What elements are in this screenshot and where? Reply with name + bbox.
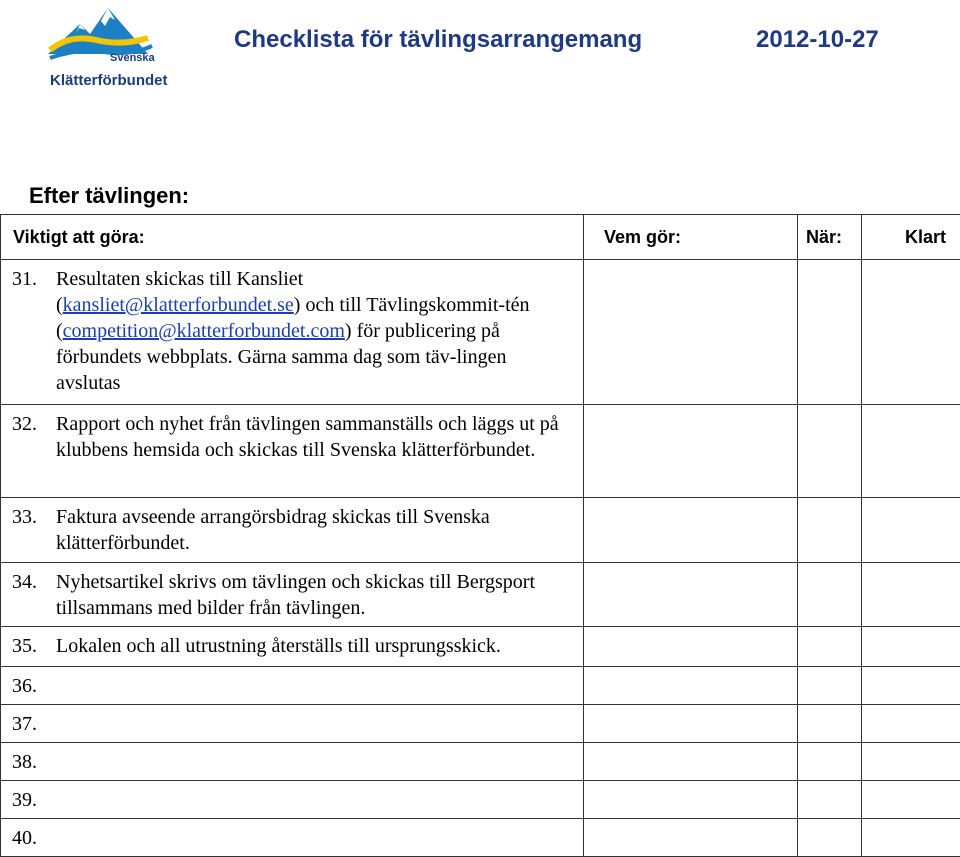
item-text: Nyhetsartikel skrivs om tävlingen och skickas till Bergsport tillsammans med bilder från tävlingen. xyxy=(56,569,583,621)
who-cell[interactable] xyxy=(584,498,798,563)
task-cell xyxy=(1,405,584,498)
when-cell[interactable] xyxy=(798,498,862,563)
item-number: 40. xyxy=(12,825,56,851)
when-column-header xyxy=(798,215,862,260)
table-row xyxy=(1,498,960,563)
task-header-label: Viktigt att göra: xyxy=(1,227,583,248)
item-number: 32. xyxy=(12,411,56,463)
who-header-label: Vem gör: xyxy=(594,227,797,248)
item-text: Faktura avseende arrangörsbidrag skickas till Svenska klätterförbundet. xyxy=(56,504,583,556)
who-cell[interactable] xyxy=(584,743,798,781)
table-row xyxy=(1,667,960,705)
done-header-label: Klart xyxy=(862,227,960,248)
table-row xyxy=(1,781,960,819)
done-cell[interactable] xyxy=(862,627,960,667)
task-cell xyxy=(1,563,584,627)
document-date: 2012-10-27 xyxy=(756,26,879,54)
item-number: 38. xyxy=(12,749,56,775)
item-number: 33. xyxy=(12,504,56,556)
who-cell[interactable] xyxy=(584,405,798,498)
done-column-header xyxy=(862,215,960,260)
logo-text-main: Klätterförbundet xyxy=(50,72,168,89)
when-cell[interactable] xyxy=(798,781,862,819)
item-number: 34. xyxy=(12,569,56,621)
who-cell[interactable] xyxy=(584,627,798,667)
item-number: 37. xyxy=(12,711,56,737)
who-cell[interactable] xyxy=(584,667,798,705)
table-row xyxy=(1,705,960,743)
task-cell xyxy=(1,743,584,781)
done-cell[interactable] xyxy=(862,781,960,819)
who-cell[interactable] xyxy=(584,260,798,405)
task-cell xyxy=(1,667,584,705)
when-cell[interactable] xyxy=(798,260,862,405)
done-cell[interactable] xyxy=(862,563,960,627)
who-column-header xyxy=(584,215,798,260)
done-cell[interactable] xyxy=(862,405,960,498)
done-cell[interactable] xyxy=(862,667,960,705)
table-header-row xyxy=(1,215,960,260)
when-header-label: När: xyxy=(798,227,861,248)
task-cell xyxy=(1,705,584,743)
table-row xyxy=(1,743,960,781)
competition-email-link[interactable]: competition@klatterforbundet.com xyxy=(63,320,345,342)
who-cell[interactable] xyxy=(584,705,798,743)
logo-text-top: Svenska xyxy=(110,52,155,64)
who-cell[interactable] xyxy=(584,781,798,819)
document-title: Checklista för tävlingsarrangemang xyxy=(234,26,642,54)
done-cell[interactable] xyxy=(862,743,960,781)
item-number: 39. xyxy=(12,787,56,813)
task-cell xyxy=(1,498,584,563)
section-title: Efter tävlingen: xyxy=(29,183,189,209)
item-number: 36. xyxy=(12,673,56,699)
task-cell xyxy=(1,627,584,667)
done-cell[interactable] xyxy=(862,498,960,563)
task-cell xyxy=(1,781,584,819)
done-cell[interactable] xyxy=(862,260,960,405)
table-row xyxy=(1,563,960,627)
task-cell xyxy=(1,260,584,405)
who-cell[interactable] xyxy=(584,563,798,627)
when-cell[interactable] xyxy=(798,667,862,705)
logo xyxy=(44,4,164,94)
item-text: Lokalen och all utrustning återställs till ursprungsskick. xyxy=(56,633,583,659)
checklist-table xyxy=(0,214,960,857)
when-cell[interactable] xyxy=(798,405,862,498)
table-row xyxy=(1,260,960,405)
when-cell[interactable] xyxy=(798,743,862,781)
when-cell[interactable] xyxy=(798,705,862,743)
item-text: Rapport och nyhet från tävlingen sammanställs och läggs ut på klubbens hemsida och skickas till Svenska klätterförbundet. xyxy=(56,411,583,463)
when-cell[interactable] xyxy=(798,563,862,627)
item-number: 35. xyxy=(12,633,56,659)
item-number: 31. xyxy=(12,266,56,396)
item-text: Resultaten skickas till Kansliet (kansliet@klatterforbundet.se) och till Tävlingskommit-tén (competition@klatterforbundet.com) för publicering på förbundets webbplats. Gärna samma dag som täv-lingen avslutas xyxy=(56,266,583,396)
task-column-header xyxy=(1,215,584,260)
kansliet-email-link[interactable]: kansliet@klatterforbundet.se xyxy=(63,294,294,316)
when-cell[interactable] xyxy=(798,627,862,667)
done-cell[interactable] xyxy=(862,705,960,743)
table-row xyxy=(1,627,960,667)
table-row xyxy=(1,405,960,498)
